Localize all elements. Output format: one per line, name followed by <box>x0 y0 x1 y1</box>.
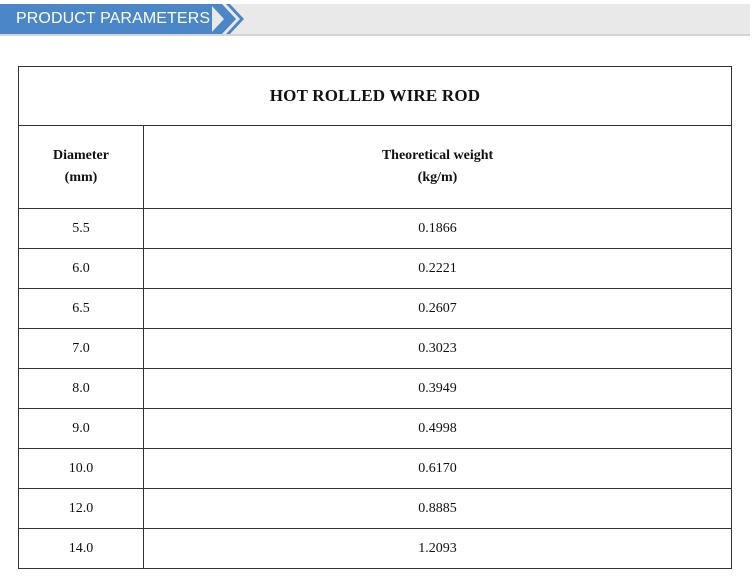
table-header-row <box>19 126 732 209</box>
table-row <box>19 449 732 489</box>
diameter-cell: 14.0 <box>19 529 144 569</box>
weight-cell: 1.2093 <box>144 529 732 569</box>
diameter-cell: 5.5 <box>19 209 144 249</box>
diameter-header-label: Diameter <box>53 148 109 163</box>
section-banner <box>0 4 750 36</box>
weight-cell: 0.2221 <box>144 249 732 289</box>
diameter-cell: 8.0 <box>19 369 144 409</box>
section-title: PRODUCT PARAMETERS <box>0 4 212 34</box>
weight-cell: 0.3949 <box>144 369 732 409</box>
weight-cell: 0.1866 <box>144 209 732 249</box>
wire-rod-table <box>18 66 732 569</box>
weight-cell: 0.3023 <box>144 329 732 369</box>
weight-cell: 0.6170 <box>144 449 732 489</box>
diameter-cell: 7.0 <box>19 329 144 369</box>
table-title-row <box>19 67 732 126</box>
table-title: HOT ROLLED WIRE ROD <box>19 67 732 126</box>
table-row <box>19 529 732 569</box>
diameter-cell: 9.0 <box>19 409 144 449</box>
table-row <box>19 209 732 249</box>
table-row <box>19 249 732 289</box>
diameter-cell: 10.0 <box>19 449 144 489</box>
diameter-header-unit: (mm) <box>64 170 98 185</box>
diameter-cell: 6.5 <box>19 289 144 329</box>
diameter-header <box>19 126 144 209</box>
diameter-cell: 12.0 <box>19 489 144 529</box>
table-row <box>19 409 732 449</box>
weight-header-unit: (kg/m) <box>417 170 458 185</box>
diameter-cell: 6.0 <box>19 249 144 289</box>
table-row <box>19 329 732 369</box>
table-row <box>19 489 732 529</box>
chevron-right-icon <box>210 4 244 34</box>
weight-header <box>144 126 732 209</box>
table-row <box>19 369 732 409</box>
table-row <box>19 289 732 329</box>
weight-header-label: Theoretical weight <box>381 148 494 163</box>
weight-cell: 0.8885 <box>144 489 732 529</box>
weight-cell: 0.2607 <box>144 289 732 329</box>
weight-cell: 0.4998 <box>144 409 732 449</box>
